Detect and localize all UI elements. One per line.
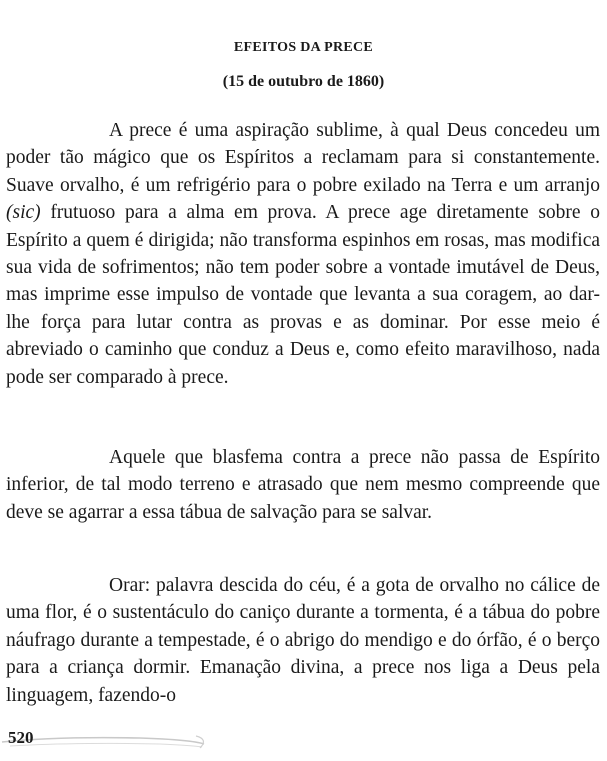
paragraph-2: Aquele que blasfema contra a prece não passa de Espírito inferior, de tal modo terreno e atrasado que nem mesmo compreende que deve se agarrar a essa tábua de salvação para se salvar. [6, 447, 600, 523]
chapter-date: (15 de outubro de 1860) [222, 73, 385, 90]
paragraph-1-text-a: A prece é uma aspiração sublime, à qual Deus concedeu um poder tão mágico que os Espíritos a reclamam para si constantemente. Suave orvalho, é um refrigério para o pobre exilado na Terra e um arranjo [6, 120, 600, 196]
chapter-title: EFEITOS DA PRECE [233, 40, 374, 55]
paragraph-1 [6, 117, 600, 391]
sic-annotation: (sic) [6, 202, 41, 224]
page-number: 520 [8, 728, 34, 747]
paragraph-3: Orar: palavra descida do céu, é a gota de orvalho no cálice de uma flor, é o sustentáculo do caniço durante a tormenta, é a tábua do pobre náufrago durante a tempestade, é o abrigo do mendigo e do órfão, é o berço para a criança dormir. Emanação divina, a prece nos liga a Deus pela linguagem, fazendo-o [6, 575, 600, 706]
paragraph-1-text-b: frutuoso para a alma em prova. A prece age diretamente sobre o Espírito a quem é dirigida; não transforma espinhos em rosas, mas modifica sua vida de sofrimentos; não tem poder sobre a vontade imutável de Deus, mas imprime esse impulso de vontade que levanta a sua coragem, ao dar-lhe força para lutar contra as provas e as dominar. Por esse meio é abreviado o caminho que conduz a Deus e, como efeito maravilhoso, nada pode ser comparado à prece. [6, 202, 600, 388]
